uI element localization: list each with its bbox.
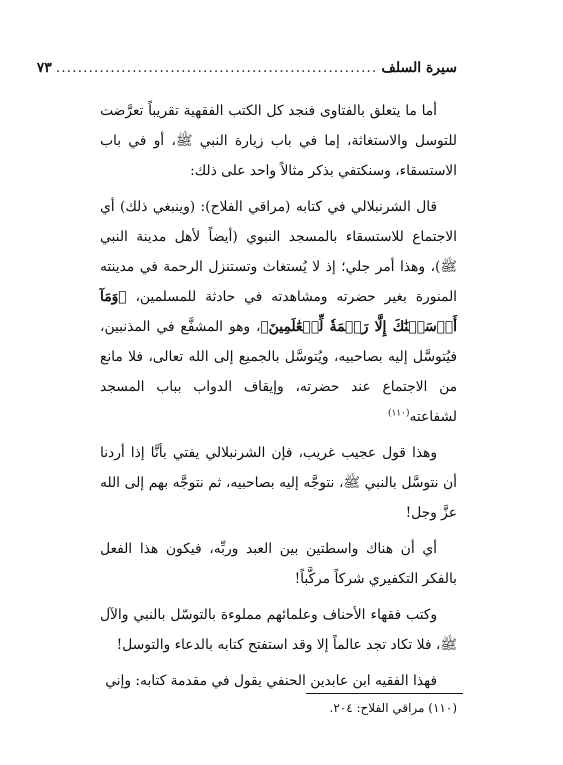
paragraph-6: فهذا الفقيه ابن عابدين الحنفي يقول في مقدمة كتابه: وإني bbox=[105, 673, 437, 689]
paragraph-3: وهذا قول عجيب غريب، فإن الشرنبلالي يفتي بأنَّا إذا أردنا أن نتوسَّل بالنبي ﷺ، نتوجَّه إليه بصاحبيه، ثم نتوجَّه بهم إلى الله عزَّ وجل! bbox=[100, 445, 457, 521]
footnote-marker: (١١٠) bbox=[387, 408, 410, 419]
quran-verse: ﴿وَمَآ أَرۡسَلۡنَٰكَ إِلَّا رَحۡمَةٗ لِّلۡعَٰلَمِينَ﴾ bbox=[100, 289, 457, 335]
paragraph-2 bbox=[100, 192, 457, 432]
running-header bbox=[36, 60, 457, 82]
header-title: سيرة السلف bbox=[381, 60, 457, 76]
page-number: ٧٣ bbox=[36, 60, 52, 76]
paragraph-4: أي أن هناك واسطتين بين العبد وربِّه، فيكون هذا الفعل بالفكر التكفيري شركاً مركَّباً! bbox=[100, 541, 457, 587]
footnote-separator bbox=[306, 693, 463, 694]
paragraph-5: وكتب فقهاء الأحناف وعلمائهم مملوءة بالتوسّل بالنبي والآل ﷺ، فلا تكاد تجد عالماً إلا وقد استفتح كتابه بالدعاء والتوسل! bbox=[100, 607, 457, 653]
footnote: (١١٠) مراقي الفلاح: ٢٠٤. bbox=[329, 701, 457, 715]
paragraph-2-text: قال الشرنبلالي في كتابه (مراقي الفلاح): (وينبغي ذلك) أي الاجتماع للاستسقاء بالمسجد النبوي (أيضاً لأهل مدينة النبي ﷺ)، وهذا أمر جلي؛ إذ لا يُستغاث وتستنزل الرحمة في مدينته المنورة بغير حضرته ومشاهدته في حادثة للمسلمين، bbox=[100, 199, 457, 305]
page-body bbox=[100, 96, 457, 702]
header-leader-dots: ........................................................... bbox=[55, 60, 378, 76]
paragraph-1: أما ما يتعلق بالفتاوى فنجد كل الكتب الفقهية تقريباً تعرَّضت للتوسل والاستغاثة، إما في باب زيارة النبي ﷺ، أو في باب الاستسقاء، وسنكتفي بذكر مثالاً واحد على ذلك: bbox=[100, 103, 457, 179]
paragraph-2-tail: ، وهو المشفَّع في المذنبين، فيُتوسَّل إليه بصاحبيه، ويُتوسَّل بالجميع إلى الله تعالى، فلا مانع من الاجتماع عند حضرته، وإيقاف الدواب بباب المسجد لشفاعته bbox=[100, 319, 457, 425]
